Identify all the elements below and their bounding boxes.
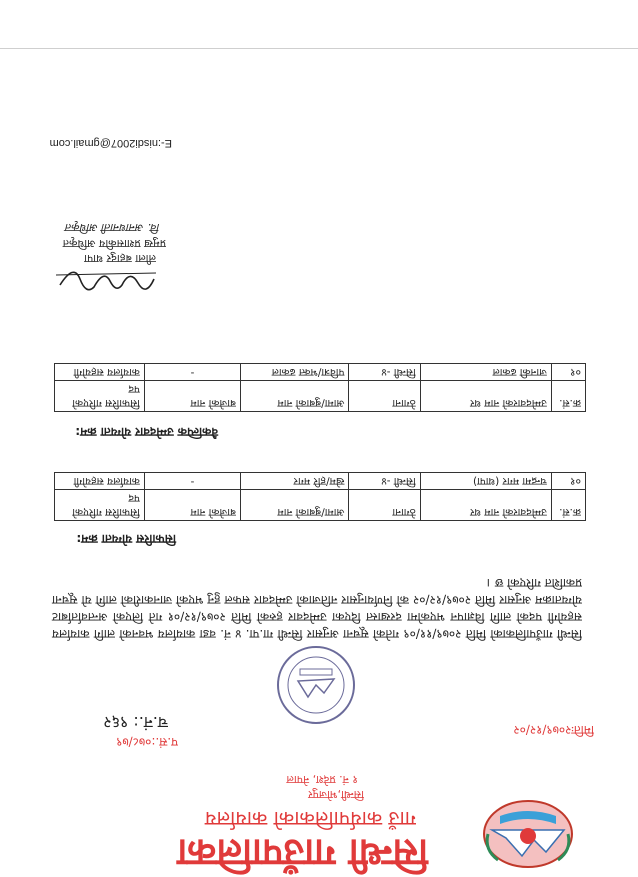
- column-header: ठेगाना: [349, 490, 420, 521]
- column-header: उम्मेदवारको नाम थर: [420, 381, 551, 412]
- letter-number: प.सं.:०७८/७९: [116, 735, 178, 749]
- table-cell: -: [144, 473, 240, 490]
- table-cell: ०१: [551, 364, 585, 381]
- table-cell: खेम/हरि मगर: [240, 473, 348, 490]
- table-cell: ०१: [551, 473, 585, 490]
- table-row: [55, 473, 586, 490]
- office-title: सिन्धी गाउँपालिका: [177, 831, 428, 875]
- office-province: १ नं. प्रदेश, नेपाल: [286, 773, 358, 786]
- column-header: सिफारिस गरिएको पद: [55, 490, 145, 521]
- column-header: बाजेको नाम: [144, 490, 240, 521]
- table-cell: कार्यालय सहयोगी: [55, 364, 145, 381]
- table-cell: जानकी ढकाल: [420, 364, 551, 381]
- table-cell: कार्यालय सहयोगी: [55, 473, 145, 490]
- column-header: आमा/बुबाको नाम: [240, 381, 348, 412]
- table-cell: पवित्रा/भक्त ढकाल: [240, 364, 348, 381]
- main-list-heading: सिफारिस योग्यता क्रम:: [76, 532, 176, 546]
- signatory-role: प्रमुख प्रशासकीय अधिकृत: [62, 237, 166, 250]
- table-header-row: [55, 490, 586, 521]
- alternate-list-table: [54, 363, 586, 412]
- table-cell: -: [144, 364, 240, 381]
- table-cell: सिन्धी -४: [349, 473, 420, 490]
- main-list-table: [54, 472, 586, 521]
- table-row: [55, 364, 586, 381]
- column-header: क्र.सं.: [551, 490, 585, 521]
- column-header: बाजेको नाम: [144, 381, 240, 412]
- page-bottom-edge: [0, 0, 638, 49]
- office-subtitle: गाउँ कार्यपालिकाको कार्यालय: [204, 807, 416, 831]
- alternate-list-heading: वैकल्पिक उम्मेदवार योग्यता क्रम:: [75, 425, 218, 439]
- column-header: सिफारिस गरिएको पद: [55, 381, 145, 412]
- table-header-row: [55, 381, 586, 412]
- column-header: आमा/बुबाको नाम: [240, 490, 348, 521]
- column-header: उम्मेदवारको नाम थर: [420, 490, 551, 521]
- table-cell: सिन्धी -४: [349, 364, 420, 381]
- office-location: सिन्धी,भोजपुर: [308, 788, 364, 801]
- signatory-name: लीला बहादुर थापा: [84, 252, 156, 265]
- signature: [50, 267, 160, 301]
- office-stamp: [274, 643, 358, 727]
- nepal-emblem-logo: [480, 798, 576, 870]
- contact-email: E-:nisdi2007@gmail.com: [49, 137, 172, 149]
- letter-date: मितिः२०७९/१२/०२: [513, 723, 594, 737]
- officer-line: वि. अनाधनाती अधिकृत: [65, 221, 160, 234]
- column-header: क्र.सं.: [551, 381, 585, 412]
- table-cell: चन्द्रमा मगर (थापा): [420, 473, 551, 490]
- notice-paragraph: सिन्धी गाउँपालिकाको मिति २०७९/११/०९ गतेको सूचना अनुसार सिन्धी गा.पा. ४ नं. वडा कार्यालय भवनको लागि कार्यालय सहयोगी पदको लागि विज्ञापन भएकोमा दरखास्त दिएका उम्मेदवार हरुको मिति २०७९/१२/०१ गते लिएको अन्तर्वार्ताबाट योग्यताक्रम अनुसार मिति २०७९/१२/०२ को निर्णयानुसार नतिजाको उम्मेदवार सफल हुनु भएको जानकारीको लागि यो सूचना प्रकाशित गरिएको छ ।: [52, 576, 582, 641]
- dispatch-number: च.नं.: ९६२: [103, 713, 168, 732]
- column-header: ठेगाना: [349, 381, 420, 412]
